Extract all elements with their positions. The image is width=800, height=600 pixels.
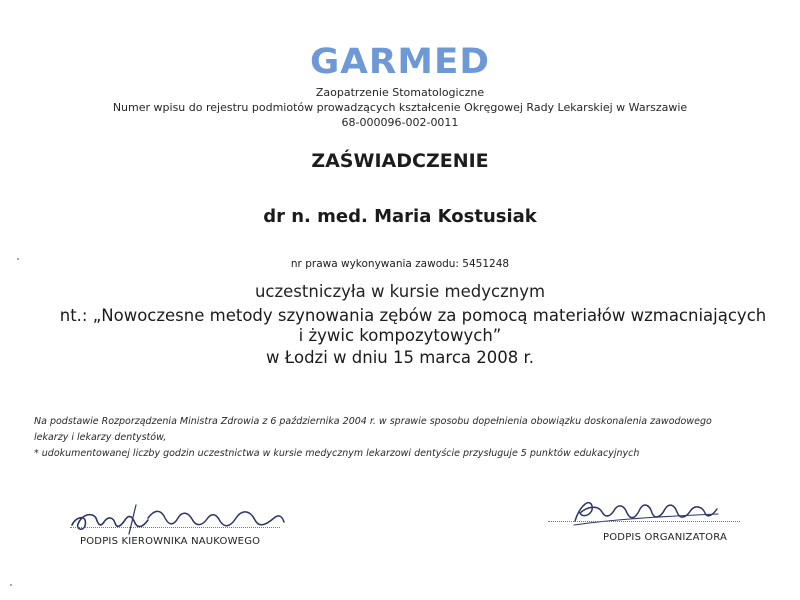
- course-topic-line-1: nt.: „Nowoczesne metody szynowania zębów za pomocą materiałów wzmacniających: [59, 306, 767, 325]
- recipient-name: dr n. med. Maria Kostusiak: [263, 206, 537, 227]
- right-signature-line: [548, 521, 740, 522]
- certificate-title: ZAŚWIADCZENIE: [311, 150, 489, 172]
- license-number: nr prawa wykonywania zawodu: 5451248: [290, 258, 510, 270]
- registry-number: 68-000096-002-0011: [341, 116, 459, 129]
- organizer-signature: [566, 495, 726, 533]
- scientific-director-signature: [68, 500, 288, 540]
- place-and-date: w Łodzi w dniu 15 marca 2008 r.: [265, 348, 535, 367]
- scientific-director-signature-label: PODPIS KIEROWNIKA NAUKOWEGO: [80, 536, 261, 547]
- organizer-signature-label: PODPIS ORGANIZATORA: [603, 532, 728, 543]
- participation-text: uczestniczyła w kursie medycznym: [254, 282, 546, 301]
- legal-basis-line-2: lekarzy i lekarzy dentystów,: [34, 432, 167, 443]
- registry-line: Numer wpisu do rejestru podmiotów prowadzących kształcenie Okręgowej Rady Lekarskiej w Warszawie: [112, 101, 688, 114]
- legal-basis-line-1: Na podstawie Rozporządzenia Ministra Zdrowia z 6 października 2004 r. w sprawie sposobu dopełnienia obowiązku doskonalenia zawodowego: [34, 416, 712, 427]
- course-topic-line-2: i żywic kompozytowych”: [298, 326, 502, 345]
- company-logo: GARMED: [309, 42, 491, 82]
- legal-basis-line-3: * udokumentowanej liczby godzin uczestnictwa w kursie medycznym lekarzowi dentyście przysługuje 5 punktów edukacyjnych: [34, 448, 640, 459]
- scan-speck: [17, 258, 19, 260]
- scan-speck: [10, 584, 12, 586]
- left-signature-line: [70, 527, 280, 528]
- company-subtitle: Zaopatrzenie Stomatologiczne: [315, 86, 485, 99]
